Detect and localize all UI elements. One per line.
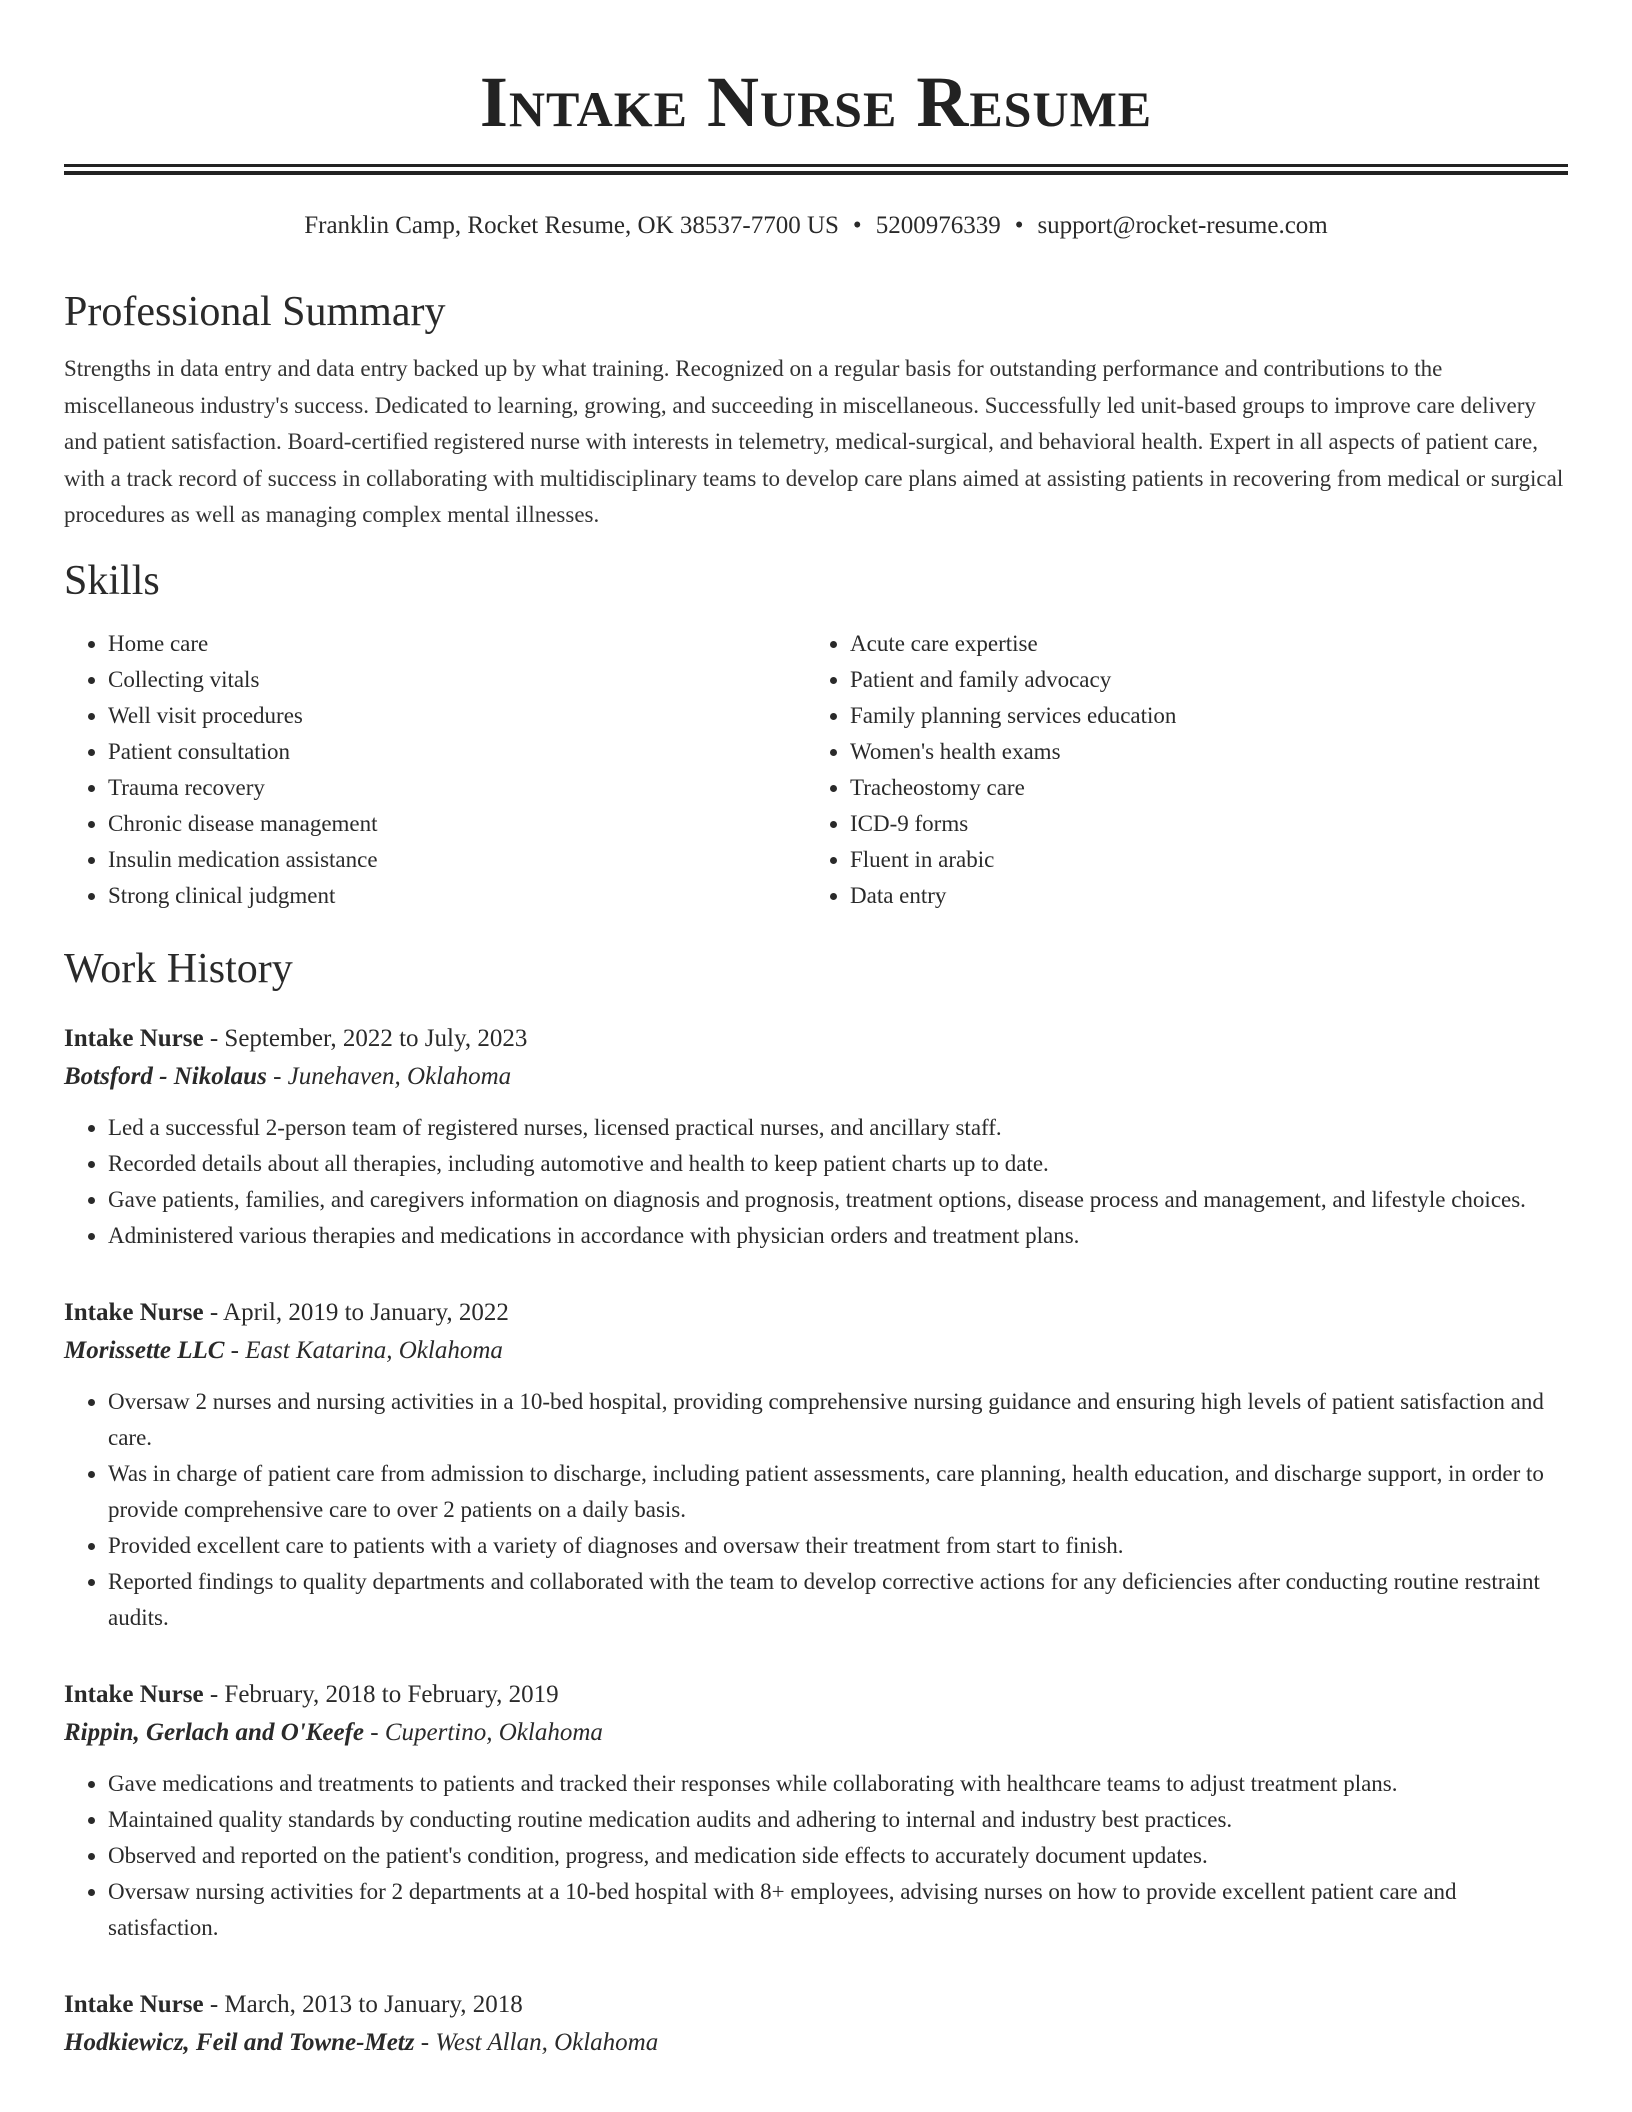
skill-item: • Insulin medication assistance <box>108 842 806 878</box>
skills-column-right <box>806 626 1568 914</box>
job-duties <box>64 1384 1568 1636</box>
job-location: Junehaven, Oklahoma <box>287 1062 512 1090</box>
duty-item: • Oversaw 2 nurses and nursing activities in a 10-bed hospital, providing comprehensive nursing guidance and ensuring high levels of patient satisfaction and care. <box>108 1384 1568 1456</box>
skills-column-left <box>64 626 806 914</box>
skill-item: • Tracheostomy care <box>850 770 1568 806</box>
skill-item: • Trauma recovery <box>108 770 806 806</box>
job-location: Cupertino, Oklahoma <box>384 1718 603 1746</box>
duty-item: • Gave medications and treatments to patients and tracked their responses while collaborating with healthcare teams to adjust treatment plans. <box>108 1766 1568 1802</box>
skills-columns <box>64 626 1568 914</box>
duty-item: • Reported findings to quality departments and collaborated with the team to develop corrective actions for any deficiencies after conducting routine restraint audits. <box>108 1564 1568 1636</box>
job-dates: March, 2013 to January, 2018 <box>224 1990 523 2018</box>
job-duties <box>64 1110 1568 1254</box>
job-company-line: Morissette LLC - East Katarina, Oklahoma <box>64 1336 503 1364</box>
job-entry <box>64 1986 1568 2062</box>
skills-section <box>64 556 1568 914</box>
skill-item: • Well visit procedures <box>108 698 806 734</box>
skills-heading: Skills <box>64 557 160 604</box>
contact-info <box>64 211 1568 241</box>
skill-item: • Collecting vitals <box>108 662 806 698</box>
job-company-line: Hodkiewicz, Feil and Towne-Metz - West Allan, Oklahoma <box>64 2028 659 2056</box>
skill-item: • Acute care expertise <box>850 626 1568 662</box>
skills-list-left <box>64 626 806 914</box>
duty-item: • Was in charge of patient care from admission to discharge, including patient assessments, care planning, health education, and discharge support, in order to provide comprehensive care to over 2 patients on a daily basis. <box>108 1456 1568 1528</box>
job-title: Intake Nurse <box>64 1298 204 1326</box>
skill-item: • Fluent in arabic <box>850 842 1568 878</box>
duty-item: • Led a successful 2-person team of registered nurses, licensed practical nurses, and ancillary staff. <box>108 1110 1568 1146</box>
contact-address: Franklin Camp, Rocket Resume, OK 38537-7700 US <box>304 212 839 239</box>
job-company-line: Botsford - Nikolaus - Junehaven, Oklahoma <box>64 1062 512 1090</box>
skill-item: • Strong clinical judgment <box>108 878 806 914</box>
job-duties <box>64 1766 1568 1946</box>
duty-item: • Oversaw nursing activities for 2 departments at a 10-bed hospital with 8+ employees, advising nurses on how to provide excellent patient care and satisfaction. <box>108 1874 1568 1946</box>
divider-line-thick <box>64 171 1568 175</box>
job-title-line: Intake Nurse - March, 2013 to January, 2018 <box>64 1990 523 2018</box>
contact-separator: • <box>852 212 862 239</box>
job-company-line: Rippin, Gerlach and O'Keefe - Cupertino, Oklahoma <box>64 1718 603 1746</box>
divider-line-thin <box>64 164 1568 167</box>
summary-text: Strengths in data entry and data entry backed up by what training. Recognized on a regular basis for outstanding performance and contributions to the miscellaneous industry's success. Dedicated to learning, growing, and succeeding in miscellaneous. Successfully led unit-based groups to improve care delivery and patient satisfaction. Board-certified registered nurse with interests in telemetry, medical-surgical, and behavioral health. Expert in all aspects of patient care, with a track record of success in collaborating with multidisciplinary teams to develop care plans aimed at assisting patients in recovering from medical or surgical procedures as well as managing complex mental illnesses. <box>64 356 1564 527</box>
job-title-line: Intake Nurse - April, 2019 to January, 2022 <box>64 1298 509 1326</box>
summary-section <box>64 287 1568 534</box>
job-company: Botsford - Nikolaus <box>64 1062 267 1090</box>
title-divider <box>64 164 1568 175</box>
skill-item: • ICD-9 forms <box>850 806 1568 842</box>
job-company: Hodkiewicz, Feil and Towne-Metz <box>64 2028 415 2056</box>
job-entry <box>64 1020 1568 1254</box>
contact-phone: 5200976339 <box>875 212 1001 239</box>
skill-item: • Patient and family advocacy <box>850 662 1568 698</box>
job-title: Intake Nurse <box>64 1680 204 1708</box>
job-title-line: Intake Nurse - September, 2022 to July, 2023 <box>64 1024 528 1052</box>
job-company: Morissette LLC <box>64 1336 225 1364</box>
duty-item: • Gave patients, families, and caregivers information on diagnosis and prognosis, treatment options, disease process and management, and lifestyle choices. <box>108 1182 1568 1218</box>
skill-item: • Family planning services education <box>850 698 1568 734</box>
job-title-line: Intake Nurse - February, 2018 to February, 2019 <box>64 1680 559 1708</box>
summary-heading: Professional Summary <box>64 289 446 335</box>
job-location: West Allan, Oklahoma <box>435 2028 659 2056</box>
duty-item: • Recorded details about all therapies, including automotive and health to keep patient charts up to date. <box>108 1146 1568 1182</box>
skill-item: • Patient consultation <box>108 734 806 770</box>
contact-email: support@rocket-resume.com <box>1037 212 1328 239</box>
contact-separator: • <box>1014 212 1024 239</box>
work-history-heading: Work History <box>64 945 293 992</box>
duty-item: • Provided excellent care to patients with a variety of diagnoses and oversaw their treatment from start to finish. <box>108 1528 1568 1564</box>
job-dates: September, 2022 to July, 2023 <box>224 1024 528 1052</box>
job-company: Rippin, Gerlach and O'Keefe <box>64 1718 364 1746</box>
job-entry <box>64 1676 1568 1946</box>
duty-item: • Maintained quality standards by conducting routine medication audits and adhering to internal and industry best practices. <box>108 1802 1568 1838</box>
skill-item: • Chronic disease management <box>108 806 806 842</box>
job-title: Intake Nurse <box>64 1024 204 1052</box>
job-dates: February, 2018 to February, 2019 <box>224 1680 559 1708</box>
skill-item: • Women's health exams <box>850 734 1568 770</box>
duty-item: • Observed and reported on the patient's condition, progress, and medication side effects to accurately document updates. <box>108 1838 1568 1874</box>
work-history-section <box>64 944 1568 2062</box>
job-location: East Katarina, Oklahoma <box>245 1336 503 1364</box>
skill-item: • Data entry <box>850 878 1568 914</box>
job-title: Intake Nurse <box>64 1990 204 2018</box>
job-dates: April, 2019 to January, 2022 <box>223 1298 509 1326</box>
duty-item: • Administered various therapies and medications in accordance with physician orders and treatment plans. <box>108 1218 1568 1254</box>
job-entry <box>64 1294 1568 1636</box>
resume-title: Intake Nurse Resume <box>479 62 1153 142</box>
skill-item: • Home care <box>108 626 806 662</box>
skills-list-right <box>806 626 1568 914</box>
